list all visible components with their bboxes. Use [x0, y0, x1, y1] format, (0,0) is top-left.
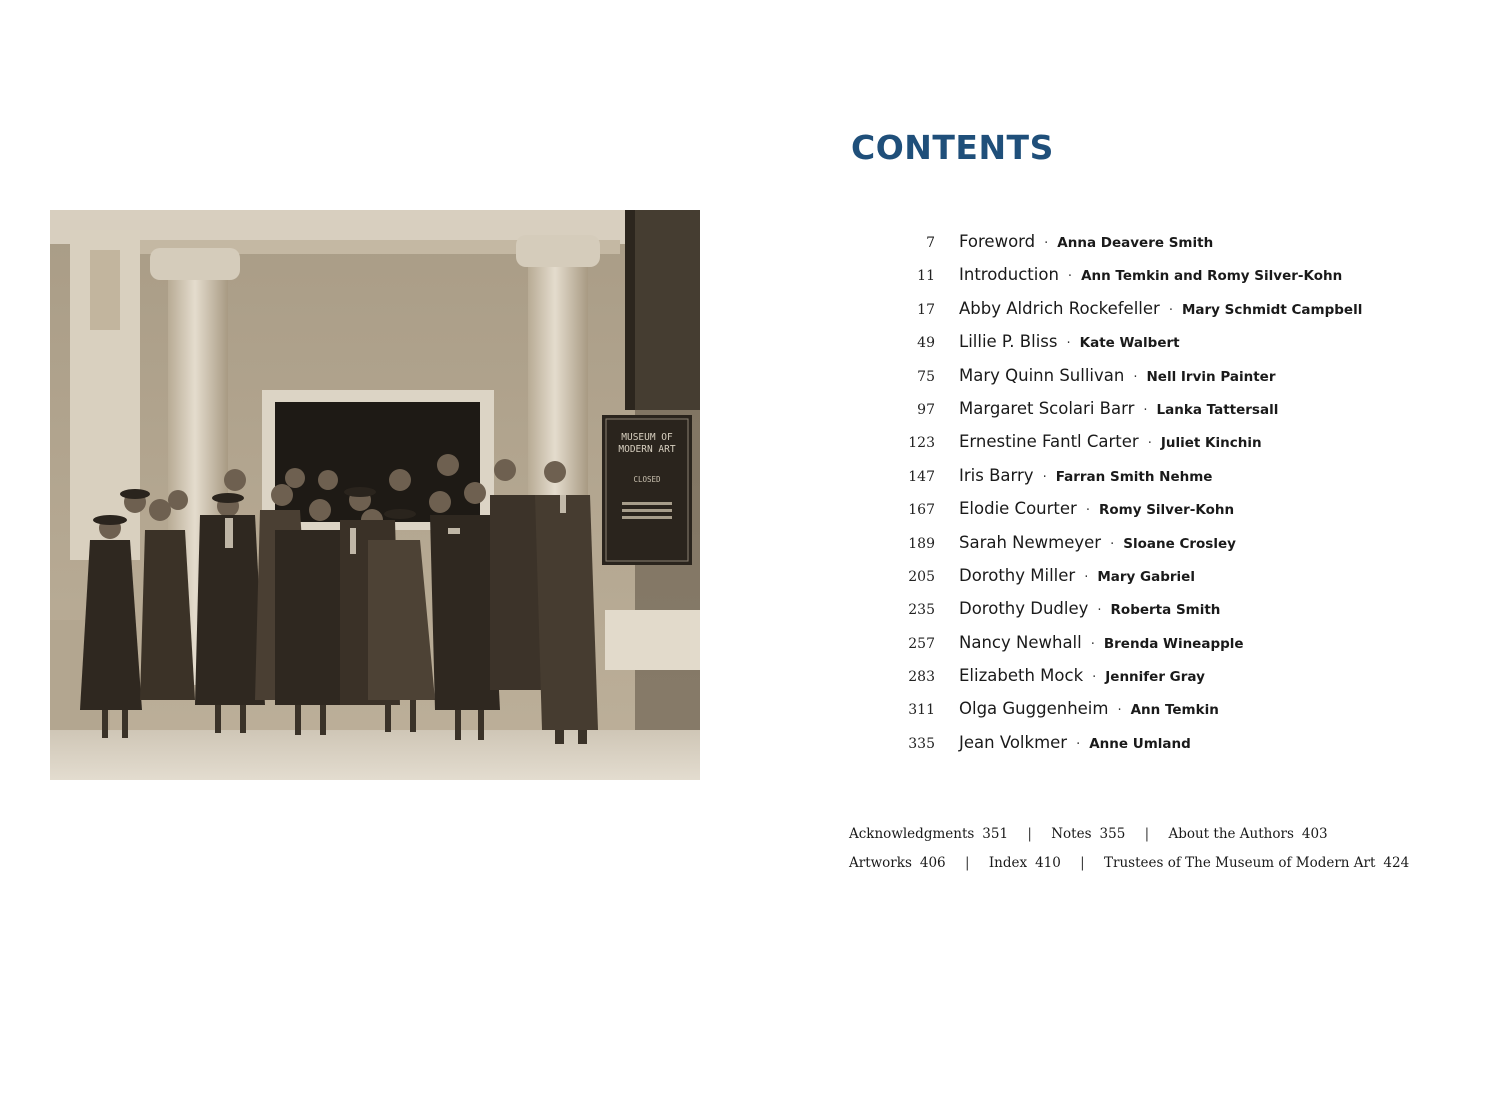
toc-separator: · — [1084, 569, 1089, 585]
backmatter-label: Artworks — [849, 855, 912, 871]
toc-separator: · — [1168, 302, 1173, 318]
backmatter-divider: | — [964, 855, 970, 871]
toc-author: Mary Gabriel — [1097, 568, 1195, 585]
toc-page-number: 7 — [926, 235, 935, 251]
toc-author: Ann Temkin — [1130, 702, 1219, 719]
toc-author: Sloane Crosley — [1123, 535, 1236, 552]
toc-entry[interactable] — [880, 399, 1440, 432]
toc-chapter-title: Ernestine Fantl Carter — [959, 432, 1139, 452]
toc-author: Kate Walbert — [1079, 335, 1180, 352]
backmatter-label: Index — [988, 855, 1028, 871]
toc-author: Anne Umland — [1089, 735, 1191, 752]
photo-illustration — [50, 210, 700, 780]
toc-entry[interactable] — [880, 299, 1440, 332]
contents-heading: CONTENTS — [851, 128, 1054, 167]
toc-author: Lanka Tattersall — [1156, 401, 1279, 418]
toc-entry[interactable] — [880, 599, 1440, 632]
toc-entry[interactable] — [880, 332, 1440, 365]
toc-separator: · — [1133, 369, 1138, 385]
toc-chapter-title: Iris Barry — [959, 465, 1034, 485]
backmatter-label: About the Authors — [1168, 826, 1294, 842]
toc-page-number: 257 — [908, 635, 935, 652]
toc-chapter-title: Nancy Newhall — [959, 632, 1082, 652]
toc-separator: · — [1067, 269, 1073, 285]
toc-separator: · — [1085, 503, 1090, 519]
toc-page-number: 123 — [908, 435, 935, 452]
backmatter-divider: | — [1144, 826, 1150, 842]
toc-entry[interactable] — [880, 566, 1440, 599]
backmatter-page: 424 — [1383, 855, 1410, 871]
toc-separator: · — [1117, 703, 1122, 719]
toc-separator: · — [1076, 736, 1081, 752]
toc-separator: · — [1066, 336, 1071, 352]
toc-page-number: 97 — [917, 401, 935, 418]
toc-page-number: 167 — [908, 502, 935, 519]
sign-line-1: MUSEUM OF — [621, 432, 673, 443]
toc-chapter-title: Foreword — [959, 232, 1036, 251]
toc-chapter-title: Abby Aldrich Rockefeller — [959, 298, 1160, 318]
toc-list — [880, 232, 1440, 766]
toc-author: Ann Temkin and Romy Silver-Kohn — [1081, 268, 1343, 285]
backmatter-divider: | — [1080, 855, 1085, 871]
toc-separator: · — [1147, 436, 1152, 452]
toc-separator: · — [1092, 670, 1097, 686]
toc-page-number: 235 — [908, 602, 935, 619]
toc-entry[interactable] — [880, 432, 1440, 465]
backmatter-line-2 — [849, 849, 1469, 878]
toc-separator: · — [1090, 636, 1095, 652]
toc-page-number: 17 — [917, 301, 935, 318]
toc-chapter-title: Elizabeth Mock — [959, 666, 1084, 686]
toc-author: Jennifer Gray — [1105, 669, 1205, 686]
toc-entry[interactable] — [880, 733, 1440, 766]
toc-entry[interactable] — [880, 265, 1440, 298]
toc-chapter-title: Mary Quinn Sullivan — [959, 365, 1125, 385]
toc-page-number: 335 — [908, 735, 935, 752]
toc-author: Juliet Kinchin — [1160, 435, 1262, 452]
toc-page-number: 283 — [908, 669, 935, 686]
backmatter-list — [849, 820, 1469, 878]
toc-chapter-title: Elodie Courter — [959, 499, 1077, 519]
toc-separator: · — [1097, 603, 1102, 619]
sign-line-3: CLOSED — [633, 475, 661, 484]
toc-separator: · — [1044, 236, 1049, 251]
toc-chapter-title: Dorothy Dudley — [959, 599, 1089, 619]
backmatter-item-artworks[interactable] — [849, 855, 946, 871]
toc-author: Farran Smith Nehme — [1055, 468, 1213, 485]
toc-author: Romy Silver-Kohn — [1098, 502, 1235, 519]
backmatter-page: 406 — [919, 855, 946, 871]
backmatter-item-acknowledgments[interactable] — [849, 826, 1008, 842]
toc-entry[interactable] — [880, 366, 1440, 399]
toc-page-number: 189 — [908, 535, 935, 552]
toc-page-number: 205 — [908, 568, 935, 585]
toc-author: Brenda Wineapple — [1103, 635, 1244, 652]
toc-author: Roberta Smith — [1110, 602, 1221, 619]
backmatter-page: 351 — [982, 826, 1009, 842]
backmatter-item-about-authors[interactable] — [1168, 826, 1327, 842]
backmatter-line-1 — [849, 820, 1469, 849]
backmatter-label: Acknowledgments — [849, 826, 975, 842]
backmatter-item-trustees[interactable] — [1104, 855, 1409, 871]
toc-chapter-title: Jean Volkmer — [959, 732, 1068, 752]
toc-page-number: 75 — [917, 368, 935, 385]
toc-separator: · — [1143, 402, 1148, 418]
toc-author: Nell Irvin Painter — [1146, 368, 1276, 385]
backmatter-page: 410 — [1035, 855, 1061, 871]
toc-author: Anna Deavere Smith — [1057, 235, 1214, 251]
backmatter-page: 403 — [1301, 826, 1328, 842]
sign-line-2: MODERN ART — [618, 444, 676, 455]
toc-chapter-title: Sarah Newmeyer — [959, 532, 1102, 552]
toc-chapter-title: Introduction — [959, 265, 1059, 285]
toc-entry[interactable] — [880, 699, 1440, 732]
toc-chapter-title: Margaret Scolari Barr — [959, 398, 1135, 418]
toc-entry[interactable] — [880, 466, 1440, 499]
toc-entry[interactable] — [880, 499, 1440, 532]
toc-entry[interactable] — [880, 666, 1440, 699]
toc-chapter-title: Lillie P. Bliss — [959, 332, 1058, 352]
toc-chapter-title: Dorothy Miller — [959, 565, 1076, 585]
backmatter-divider: | — [1027, 826, 1032, 842]
backmatter-page: 355 — [1099, 826, 1126, 842]
toc-page-number: 11 — [917, 268, 935, 285]
backmatter-item-index[interactable] — [989, 855, 1061, 871]
museum-staff-photo — [50, 210, 700, 780]
toc-separator: · — [1042, 469, 1047, 485]
toc-entry[interactable] — [880, 533, 1440, 566]
toc-entry[interactable] — [880, 633, 1440, 666]
toc-entry[interactable] — [880, 232, 1440, 265]
toc-separator: · — [1110, 536, 1115, 552]
toc-page-number: 311 — [908, 702, 935, 719]
backmatter-item-notes[interactable] — [1051, 826, 1125, 842]
toc-author: Mary Schmidt Campbell — [1181, 301, 1363, 318]
toc-chapter-title: Olga Guggenheim — [959, 699, 1109, 719]
toc-page-number: 147 — [908, 468, 935, 485]
backmatter-label: Notes — [1051, 826, 1092, 842]
toc-page-number: 49 — [917, 335, 935, 352]
backmatter-label: Trustees of The Museum of Modern Art — [1104, 855, 1376, 871]
